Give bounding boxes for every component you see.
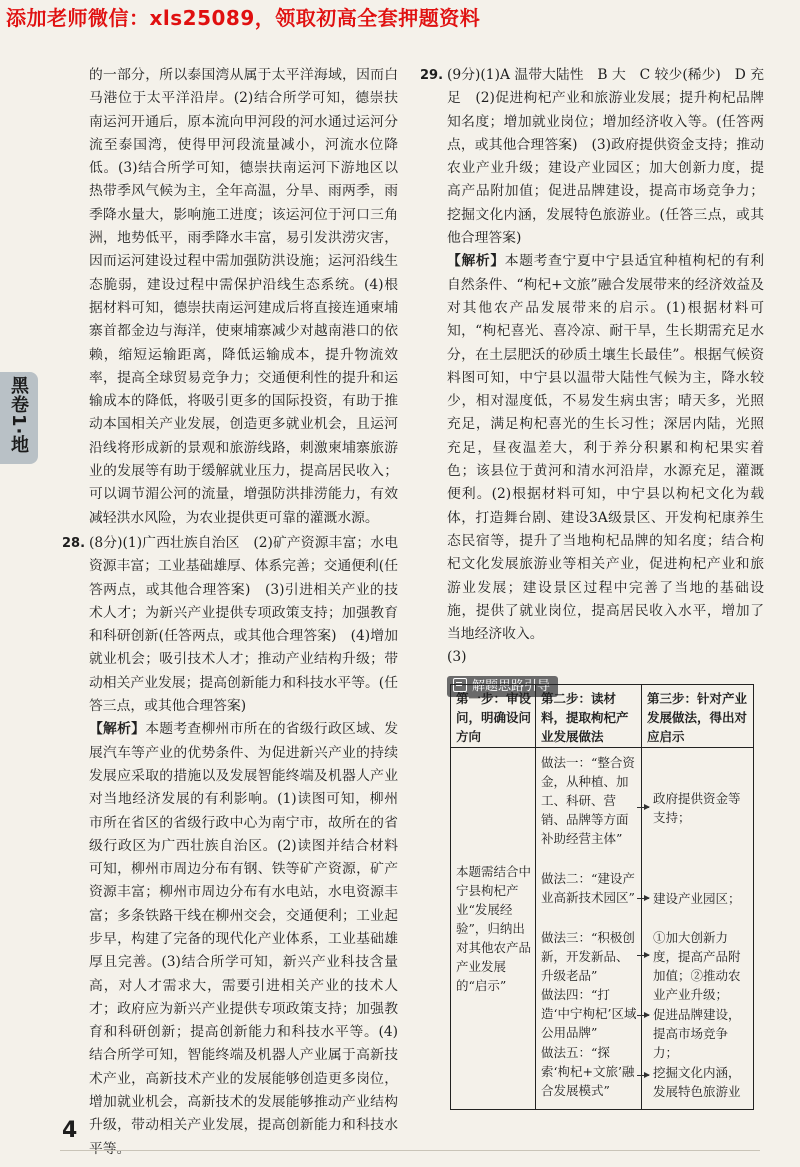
q29-analysis: [420, 250, 764, 646]
table-header-step3: 第三步：针对产业发展做法，得出对应启示: [647, 691, 748, 744]
subject-side-tab: [0, 372, 38, 464]
q28-analysis-tag: 【解析】: [89, 721, 146, 738]
watermark-text: 添加老师微信：xls25089，领取初高全套押题资料: [6, 6, 481, 30]
q29-analysis-tag: 【解析】: [447, 253, 505, 270]
arrow-4: [637, 1015, 649, 1016]
arrow-2: [637, 898, 649, 899]
table-method-1: 做法一：“整合资金，从种植、加工、科研、营销、品牌等方面补助经营主体”: [541, 755, 635, 846]
table-method-5: 做法五：“探索‘枸杞+文旅’融合发展模式”: [541, 1045, 635, 1098]
q28-answer: [62, 532, 398, 718]
table-method-4: 做法四：“打造‘中宁枸杞’区域公用品牌”: [541, 987, 637, 1040]
q29-answer-text: (9分)(1)A 温带大陆性 B 大 C 较少(稀少) D 充足 (2)促进枸杞产业和旅游业发展；提升枸杞品牌知名度；增加就业岗位；增加经济收入等。(任答两点，或其他合理答案) (3)政府提供资金支持；推动农业产业升级；建设产业园区；加大创新力度，提高产品附加值；促进品牌建设，提高市场竞争力；挖掘文化内涵，发展特色旅游业。(任答三点，或其他合理答案): [447, 67, 764, 247]
page-bottom-rule: [60, 1150, 760, 1151]
arrow-1: [637, 807, 649, 808]
table-divider-1: [535, 685, 536, 1109]
table-result-3: ①加大创新力度，提高产品附加值；②推动农业产业升级；: [653, 930, 741, 1002]
solution-table: [450, 684, 754, 1110]
q28-number: 28.: [62, 535, 86, 551]
q28-analysis-text: 本题考查柳州市所在的省级行政区域、发展汽车等产业的优势条件、为促进新兴产业的持续发展应采取的措施以及发展智能终端及机器人产业对当地经济发展的有利影响。(1)读图可知，柳州市所在省区的省级行政中心为南宁市，故所在的省级行政区为广西壮族自治区。(2)读图并结合材料可知，柳州市周边分布有钢、铁等矿产资源，矿产资源丰富；柳州市周边分布有水电站，水电资源丰富；多条铁路干线在柳州交会，交通便利；工业起步早，构建了完备的现代化产业体系，工业基础雄厚且完善。(3)结合所学可知，新兴产业科技含量高，对人才需求大，需要引进相关产业的技术人才；政府应为新兴产业提供专项政策支持；加强教育和科研创新；提高创新能力和科技水平等。(4)结合所学可知，智能终端及机器人产业属于高新技术产业，高新技术产业的发展能够创造更多岗位，增加就业机会，高新技术的发展能够推动产业结构升级，带动相关产业发展，提高创新能力和科技水平等。: [89, 721, 399, 1157]
q29-number: 29.: [420, 68, 444, 83]
solution-guide-text: 解题思路引导: [472, 678, 551, 694]
arrow-3: [637, 955, 649, 956]
q29-analysis-text: 本题考查宁夏中宁县适宜种植枸杞的有利自然条件、“枸杞+文旅”融合发展带来的经济效益及对其他农产品发展带来的启示。(1)根据材料可知，“枸杞喜光、喜冷凉、耐干旱，生长期需充足水分，在土层肥沃的砂质土壤生长最佳”。根据气候资料图可知，中宁县以温带大陆性气候为主，降水较少，相对湿度低，不易发生病虫害；晴天多，光照充足，满足枸杞喜光的生长习性；深居内陆，光照充足，昼夜温差大，利于养分积累和枸杞果实着色；该县位于黄河和清水河沿岸，水源充足，灌溉便利。(2)根据材料可知，中宁县以枸杞文化为载体，打造舞台剧、建设3A级景区、开发枸杞康养生态民宿等，提升了当地枸杞品牌的知名度；结合枸杞文化发展旅游业等相关产业，促进枸杞产业和旅游业发展；建设景区过程中完善了当地的基础设施，提供了就业岗位，提高居民收入水平，增加了当地经济收入。: [447, 253, 765, 643]
q29-part3-label: (3): [447, 649, 467, 666]
side-tab-label: 黑卷1·地: [8, 376, 29, 455]
q28-answer-text: (8分)(1)广西壮族自治区 (2)矿产资源丰富；水电资源丰富；工业基础雄厚、体系完善；交通便利(任答两点，或其他合理答案) (3)引进相关产业的技术人才；为新兴产业提供专项政策支持；加强教育和科研创新(任答两点，或其他合理答案) (4)增加就业机会；吸引技术人才；推动产业结构升级；带动相关产业发展；提高创新能力和科技水平等。(任答三点，或其他合理答案): [89, 534, 398, 715]
table-method-3: 做法三：“积极创新，开发新品、升级老品”: [541, 930, 635, 983]
left-column: [62, 64, 398, 1161]
page-number: 4: [62, 1118, 78, 1143]
q29-answer: [420, 64, 764, 250]
table-result-5: 挖掘文化内涵，发展特色旅游业: [653, 1065, 741, 1099]
table-header-step1: 第一步：审设问，明确设问方向: [456, 691, 532, 744]
table-result-2: 建设产业园区；: [653, 891, 741, 906]
table-result-1: 政府提供资金等支持；: [653, 791, 741, 825]
q28-analysis: [62, 718, 398, 1161]
table-method-2: 做法二：“建设产业高新技术园区”: [541, 871, 635, 905]
table-step1-text: 本题需结合中宁县枸杞产业“发展经验”，归纳出对其他农产品产业发展的“启示”: [456, 864, 532, 993]
arrow-5: [637, 1075, 649, 1076]
table-header-step2: 第二步：读材料，提取枸杞产业发展做法: [541, 691, 629, 744]
table-header-row: [451, 685, 753, 748]
q27-continued-answer: 的一部分，所以泰国湾从属于太平洋海域，因而白马港位于太平洋沿岸。(2)结合所学可知，德崇扶南运河开通后，原本流向甲河段的河水通过运河分流至泰国湾，使得甲河段流量减小，河流水位降低。(3)结合所学可知，德崇扶南运河下游地区以热带季风气候为主，全年高温，分旱、雨两季，雨季降水量大，影响施工进度；该运河位于河口三角洲，地势低平，雨季降水丰富，易引发洪涝灾害，因而运河建设过程中需加强防洪设施；运河沿线生态脆弱，建设过程中需保护沿线生态系统。(4)根据材料可知，德崇扶南运河建成后将直接连通柬埔寨首都金边与海洋，使柬埔寨减少对越南港口的依赖，缩短运输距离，降低运输成本，提升物流效率，提高全球贸易竞争力；交通便利性的提升和运输成本的降低，将吸引更多的国际投资，有助于推动本国相关产业发展，创造更多就业机会，且运河沿线将形成新的景观和旅游线路，刺激柬埔寨旅游业的发展等有助于缓解就业压力，提高居民收入；可以调节湄公河的流量，增强防洪排涝能力，有效减轻洪水风险，为农业提供更可靠的灌溉水源。: [89, 67, 398, 526]
table-result-4: 促进品牌建设，提高市场竞争力；: [653, 1007, 741, 1060]
table-divider-2: [641, 685, 642, 1109]
right-column: [420, 64, 764, 698]
